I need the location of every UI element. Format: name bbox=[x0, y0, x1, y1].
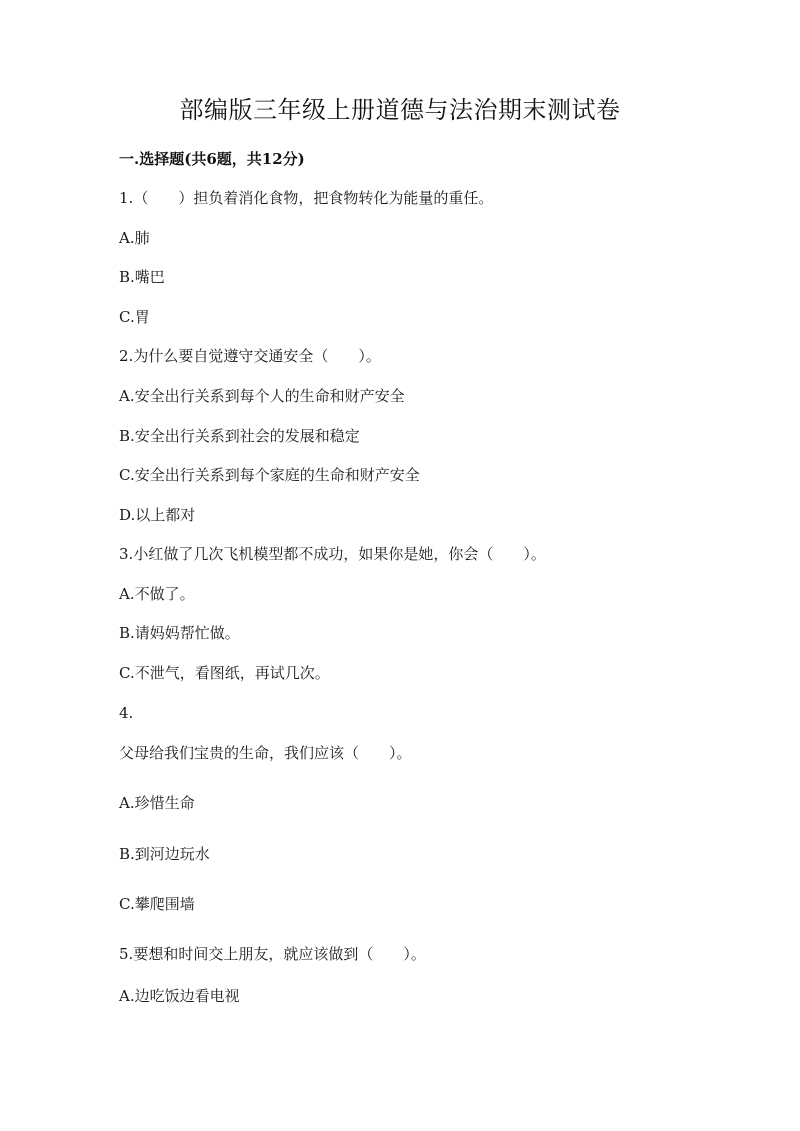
question-2-option-c: C.安全出行关系到每个家庭的生命和财产安全 bbox=[119, 466, 420, 484]
question-3-stem bbox=[119, 542, 546, 566]
question-4-number: 4. bbox=[119, 704, 134, 722]
question-4-option-c: C.攀爬围墙 bbox=[119, 895, 195, 913]
question-text: 要想和时间交上朋友，就应该做到（ ）。 bbox=[133, 945, 426, 963]
question-2-stem bbox=[119, 344, 381, 368]
page-title: 部编版三年级上册道德与法治期末测试卷 bbox=[179, 96, 621, 124]
question-1-option-a: A.肺 bbox=[119, 229, 150, 247]
question-1-stem bbox=[119, 186, 493, 210]
question-4-stem: 父母给我们宝贵的生命，我们应该（ ）。 bbox=[119, 744, 412, 762]
section-heading: 一.选择题(共6题，共12分) bbox=[119, 150, 305, 168]
question-4-option-a: A.珍惜生命 bbox=[119, 794, 195, 812]
question-5-option-a: A.边吃饭边看电视 bbox=[119, 987, 240, 1005]
question-4-option-b: B.到河边玩水 bbox=[119, 845, 210, 863]
question-text: 为什么要自觉遵守交通安全（ ）。 bbox=[133, 347, 381, 365]
question-3-option-c: C.不泄气，看图纸，再试几次。 bbox=[119, 664, 330, 682]
question-2-option-b: B.安全出行关系到社会的发展和稳定 bbox=[119, 427, 360, 445]
question-2-option-a: A.安全出行关系到每个人的生命和财产安全 bbox=[119, 387, 405, 405]
question-text: 小红做了几次飞机模型都不成功，如果你是她，你会（ ）。 bbox=[133, 545, 546, 563]
question-3-option-a: A.不做了。 bbox=[119, 585, 195, 603]
question-number: 1. bbox=[119, 189, 134, 207]
question-1-option-c: C.胃 bbox=[119, 308, 150, 326]
question-5-stem bbox=[119, 942, 426, 966]
question-2-option-d: D.以上都对 bbox=[119, 506, 196, 524]
question-text: （ ）担负着消化食物，把食物转化为能量的重任。 bbox=[133, 189, 494, 207]
question-number: 2. bbox=[119, 347, 134, 365]
question-1-option-b: B.嘴巴 bbox=[119, 268, 165, 286]
question-number: 5. bbox=[119, 945, 134, 963]
question-3-option-b: B.请妈妈帮忙做。 bbox=[119, 624, 240, 642]
question-number: 3. bbox=[119, 545, 134, 563]
